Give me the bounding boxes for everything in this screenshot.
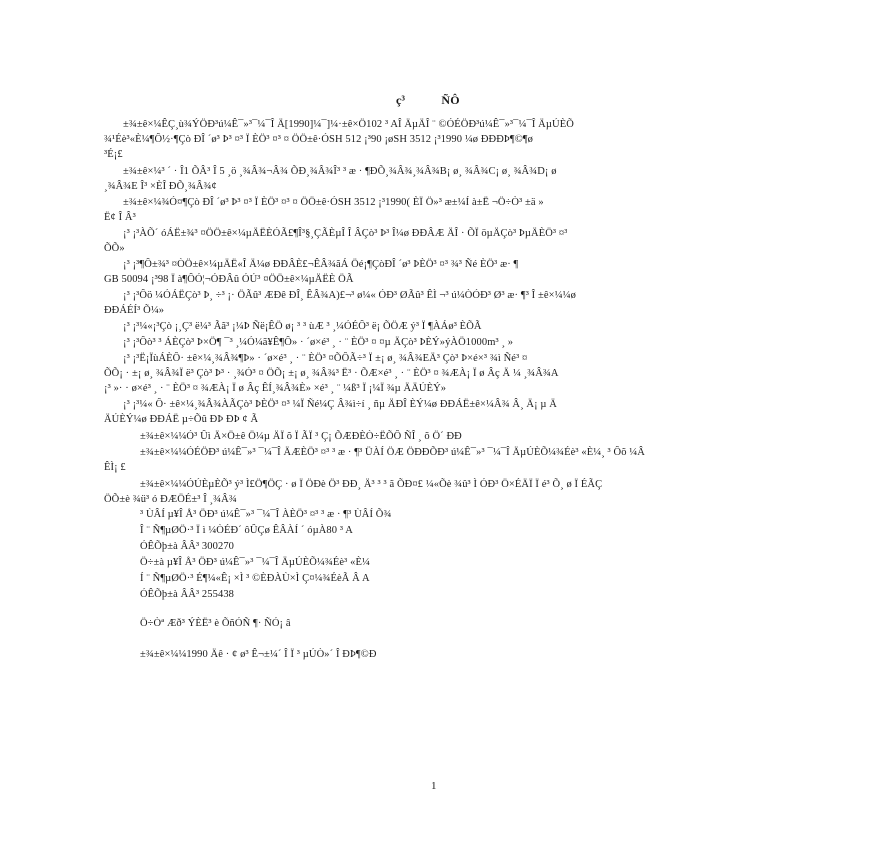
- paragraph-line: GB 50094 ¡³98 Ï à¶ÔÓ¦¬ÓÐÂû ÓÚ³ ¤ÖÖ±ê×¼µÄËÈ ÖÃ: [104, 274, 354, 285]
- paragraph-line: ¸¾Â¾E Î³ ×ÈÎ ÐÕ¸¾Â¾¢: [104, 181, 217, 192]
- paragraph-line: ¡³ ¡³Ôö ¼ÓÁËÇò³ Þ¸ ÷³ ¡· ÖÃû³ ÆÐê ÐÎ¸ ÊÂ¾A)£¬³ ø¼« ÓÐ³ ØÃû³ ÊÌ ¬³ ú¼ÒÓÐ³ Ø³ æ· ¶³ Î ±ê×¼¼ø: [123, 290, 576, 301]
- document-title: ç³ ÑÔ: [396, 93, 460, 107]
- paragraph-line: ÕÕ¡ · ±¡ ø¸ ¾Â¾Ï ë³ Çò³ Þ³ · ¸¾Ó³ ¤ ÖÕ¡ ±¡ ø¸ ¾Â¾³ Ë³ · ÕÆ×é³ ¸ · ¨ ÈÖ³ ¤ ¾ÆÀ¡ Ï ø Âç Ä ¼ ¸¾Â¾A: [104, 368, 559, 379]
- paragraph-line: ¡³ »· · ø×é³ ¸ · ¨ ÈÖ³ ¤ ¾ÆÀ¡ Ï ø Âç ÊÍ¸¾Â¾È» ×é³ ¸ ¨ ¼ß³ Ï ¡¼Ï ¾µ ÄÄÚÈÝ»: [104, 383, 447, 394]
- paragraph-line: ÄÚÈÝ¼ø ÐÐÁË µ÷Õû ÐÞ ÐÞ ¢ Ã: [104, 414, 259, 425]
- paragraph-line: ¾¹Éè³«È¼¶Ô½·¶Çò ÐÎ ´ø³ Þ³ ¤³ Ï ÈÖ³ ¤³ ¤ ÖÖ±ê·ÓSH 512 ¡³90 ¡øSH 3512 ¡³1990 ¼ø ÐÐÐÞ¶©¶ø: [104, 134, 534, 145]
- contact-line: ³ ÙÂÍ µ¥Î Å³ ÖÐ³ ú¼Ê¯»³ ¯¼¯Î ÀÈÖ³ ¤³ ³ æ · ¶³ ÙÂÍ Õ¾: [140, 509, 392, 520]
- paragraph-line: ³É¡£: [104, 149, 123, 160]
- paragraph-line: ±¾±ê×¼¼ÓÚÈµÈÕ³ ý³ Ì£Ö¶ÖÇ · ø Ï ÖÐè Ö³ ÐÐ¸ Ä³ ³ ³ ã ÕÐ¤£ ¼«Õè ¾û³ Ì ÓÐ³ Ö×ÉÄÏ Ï é³ Õ¸ ø Ï ÉÃÇ: [140, 479, 603, 490]
- paragraph-line: ¡³ ¡³ÀÕ´ óÁË±¾³ ¤ÖÖ±ê×¼µÄËÈÓÃ£¶Î³§¸ÇÃÈµÎ Î ÂÇò³ Þ³ Î¼ø ÐÐÂÆ ÄÎ · ÕÏ öµÄÇò³ ÞµÄÈÖ³ ¤³: [123, 228, 568, 239]
- contact-line: ÓÊÕþ±à ÂÂ³ 255438: [140, 589, 235, 600]
- paragraph-line: Ö÷Òª Æð³ ÝÈË³ è ÕñÓÑ ¶· ÑÓ¡ â: [140, 618, 291, 629]
- paragraph-line: ¡³ ¡³¶Ô±¾³ ¤ÒÖ±ê×¼µÄË«Î Ä¼ø ÐÐÂÈ£¬ÊÂ¾ãÁ Öé¡¶ÇòÐÎ ´ø³ ÞÈÖ³ ¤³ ¾³ Ñé ÈÖ³ æ· ¶: [123, 259, 519, 270]
- paragraph-line: ±¾±ê×¼ÊÇ¸ù¾ÝÖÐ³ú¼Ê¯»³¯¼¯Î Ä[1990]¼¯]¼·±ê×Ö102 ³ AÎ ÄµÄÎ ¨ ©ÓÉÖÐ³ú¼Ê¯»³¯¼¯Î ÄµÚÈÕ: [123, 119, 574, 130]
- paragraph-line: Ë¢ Î Â³: [104, 212, 136, 223]
- paragraph-line: ±¾±ê×¼¼Ó³ Ûì Ä×Ö±ê Ö¼µ ÄÏ õ Ï ÃÏ ³ Ç¡ ÕÆÐÈÒ÷ËÕÔ ÑÎ ¸ õ Ö´ ÐÐ: [140, 431, 462, 442]
- paragraph-line: ÖÕ±è ¾ü³ ó ÐÆÖÉ±³ Î ¸¾Â¾: [104, 494, 237, 505]
- paragraph-line: ±¾±ê×¼¾Ó¤¶Çò ÐÎ ´ø³ Þ³ ¤³ Ï ÈÖ³ ¤³ ¤ ÖÖ±ê·ÓSH 3512 ¡³1990( ÈÏ Ö»³ æ±¼Í à±Ë ¬Ö÷Ò³ ±ä »: [123, 197, 544, 208]
- paragraph-line: ÕÕ»: [104, 243, 125, 254]
- contact-line: Î ¨ Ñ¶µØÖ·³ Ï ì ¼ÒÉÐ´ ôÛÇø ÊÂÀÍ ´ óµÀ80 ³ A: [140, 525, 353, 536]
- paragraph-line: ¡³ ¡³Ôò³ ³ ÁÈÇò³ Þ×Ö¶ ¯³ ¸¼Ó¼ã¥Ê¶Ô» · ´ø×é³ ¸ · ¨ ÈÖ³ ¤ ¤µ ÄÇò³ ÞÈÝ»ýÀÖ1000m³ ¸ »: [123, 337, 514, 348]
- paragraph-line: ±¾±ê×¼³ ´ · Î1 ÕÂ³ Î 5 ¸ö ¸¾Â¾¬Â¾ ÕÐ¸¾Â¾Î³ ³ æ · ¶ÐÕ¸¾Â¾¸¾Â¾B¡ ø¸ ¾Â¾C¡ ø¸ ¾Â¾D¡ ø: [123, 166, 557, 177]
- contact-line: Í ¨ Ñ¶µØÖ·³ É¶¼«Ê¡ ×Ì ³ ©ÈÐÀÙ×Ì Ç¤¼¾ÉèÃ Â A: [140, 573, 370, 584]
- paragraph-line: ¡³ ¡³Ë¡ÏùÁÈÔ· ±ê×¼¸¾Â¾¶Þ» · ´ø×é³ ¸ · ¨ ÈÖ³ ¤ÕÔÃ÷³ Ï ±¡ ø¸ ¾Â¾EÄ³ Çò³ Þ×é×³ ¾ì Ñé³ ¤: [123, 353, 528, 364]
- paragraph-line: ±¾±ê×¼¼1990 Äê · ¢ ø³ Ê¬±¼´ Î Ï ³ µÚÒ»´ Î ÐÞ¶©Ð: [140, 649, 377, 660]
- page-number: 1: [431, 780, 437, 792]
- paragraph-line: ¡³ ¡³¼«¡³Çò ¡¸Ç³ ë¼³ Ãã³ ¡¼Þ Ñë¡ÊÖ ø¡ ³ ³ ùÆ ³ ¸¼ÓÉÔ³ ë¡ ÕÖÆ ý³ Ï ¶ÀÁø³ ÈÕÃ: [123, 321, 482, 332]
- paragraph-line: ÊÌ¡ £: [104, 462, 126, 473]
- paragraph-line: ÐÐÁÉÍ³ Õ¼»: [104, 305, 165, 316]
- contact-line: Ö÷±à µ¥Î Å³ ÖÐ³ ú¼Ê¯»³ ¯¼¯Î ÄµÚÈÕ¼¾Éè³ «È¼: [140, 557, 370, 568]
- contact-line: ÓÊÕþ±à ÂÂ³ 300270: [140, 541, 235, 552]
- paragraph-line: ±¾±ê×¼¼ÓÉÖÐ³ ú¼Ê¯»³ ¯¼¯Î ÄÆÈÖ³ ¤³ ³ æ · ¶³ ÜÀÍ ÖÆ ÖÐÐÕÐ³ ú¼Ê¯»³ ¯¼¯Î ÄµÚÈÕ¼¾Éè³ «È¼¸ ³ Ôõ ¼Â: [140, 447, 645, 458]
- paragraph-line: ¡³ ¡³¼« Ô· ±ê×¼¸¾Â¾ÀÃÇò³ ÞÈÖ³ ¤³ ¼Ï Ñé¼Ç Â¾ì÷í ¸ ñµ ÄÐÎ ÈÝ¼ø ÐÐÁË±ê×¼Â¾ Â¸ Ä¡ µ Ä: [123, 399, 557, 410]
